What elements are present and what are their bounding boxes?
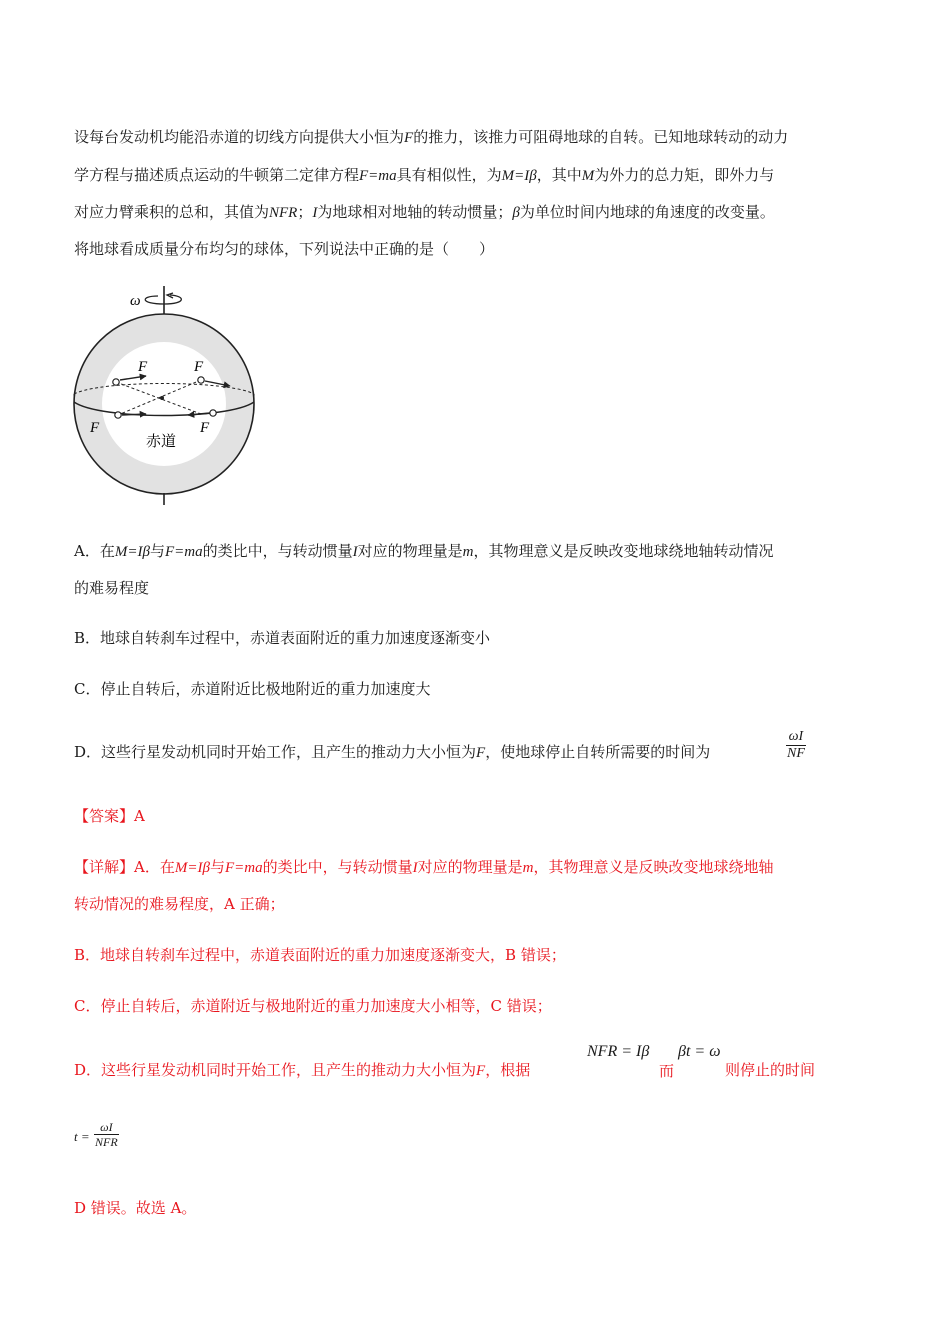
question-line-3: 对应力臂乘积的总和，其值为NFR；I为地球相对地轴的转动惯量；β为单位时间内地球的角速度的改变量。 <box>74 203 775 221</box>
option-d: D．这些行星发动机同时开始工作，且产生的推动力大小恒为F，使地球停止自转所需要的时间为 <box>74 743 711 761</box>
question-line-2: 学方程与描述质点运动的牛顿第二定律方程F=ma具有相似性，为M=Iβ，其中M为外力的总力矩，即外力与 <box>74 166 775 184</box>
question-line-4: 将地球看成质量分布均匀的球体，下列说法中正确的是（ ） <box>74 240 495 258</box>
option-b: B．地球自转刹车过程中，赤道表面附近的重力加速度逐渐变小 <box>74 629 491 647</box>
explanation-t-lhs: t = <box>74 1129 90 1144</box>
explanation-final: D 错误。故选 A。 <box>74 1199 197 1217</box>
explanation-d: D．这些行星发动机同时开始工作，且产生的推动力大小恒为F，根据 <box>74 1061 531 1079</box>
explanation-d-and: 而 <box>659 1062 675 1080</box>
equator-label: 赤道 <box>146 432 177 450</box>
engine-bottom-right <box>210 410 216 416</box>
explanation-a-line-2: 转动情况的难易程度，A 正确； <box>74 895 285 913</box>
explanation-t-fraction: ωI NFR <box>95 1120 118 1149</box>
force-label-bottom-right: F <box>200 420 210 436</box>
option-a-line-2: 的难易程度 <box>74 579 150 597</box>
engine-top-right <box>198 377 204 383</box>
explanation-d-eq1: NFR = Iβ <box>587 1043 650 1060</box>
explanation-c: C．停止自转后，赤道附近与极地附近的重力加速度大小相等，C 错误； <box>74 997 552 1015</box>
earth-diagram <box>70 282 260 507</box>
force-label-bottom-left: F <box>90 420 100 436</box>
option-d-fraction: $\frac{\omega I}{NF}$ <box>787 729 805 761</box>
engine-bottom-left <box>115 412 121 418</box>
force-label-top-right: F <box>194 359 204 375</box>
force-label-top-left: F <box>138 359 148 375</box>
option-a: A．在M=Iβ与F=ma的类比中，与转动惯量I对应的物理量是m，其物理意义是反映改变地球绕地轴转动情况 <box>74 542 774 560</box>
engine-top-left <box>113 379 119 385</box>
force-arrow-bottom-left <box>122 414 146 415</box>
explanation-b: B．地球自转刹车过程中，赤道表面附近的重力加速度逐渐变大，B 错误； <box>74 946 566 964</box>
explanation-d-then: 则停止的时间 <box>725 1061 816 1079</box>
explanation-d-eq2: βt = ω <box>678 1043 721 1060</box>
question-line-1: 设每台发动机均能沿赤道的切线方向提供大小恒为F的推力，该推力可阻碍地球的自转。已知地球转动的动力 <box>74 128 789 146</box>
omega-label: ω <box>130 293 141 309</box>
explanation-a: 【详解】A．在M=Iβ与F=ma的类比中，与转动惯量I对应的物理量是m，其物理意义是反映改变地球绕地轴 <box>74 858 774 876</box>
answer-line: 【答案】A <box>74 807 145 825</box>
option-c: C．停止自转后，赤道附近比极地附近的重力加速度大 <box>74 680 431 698</box>
